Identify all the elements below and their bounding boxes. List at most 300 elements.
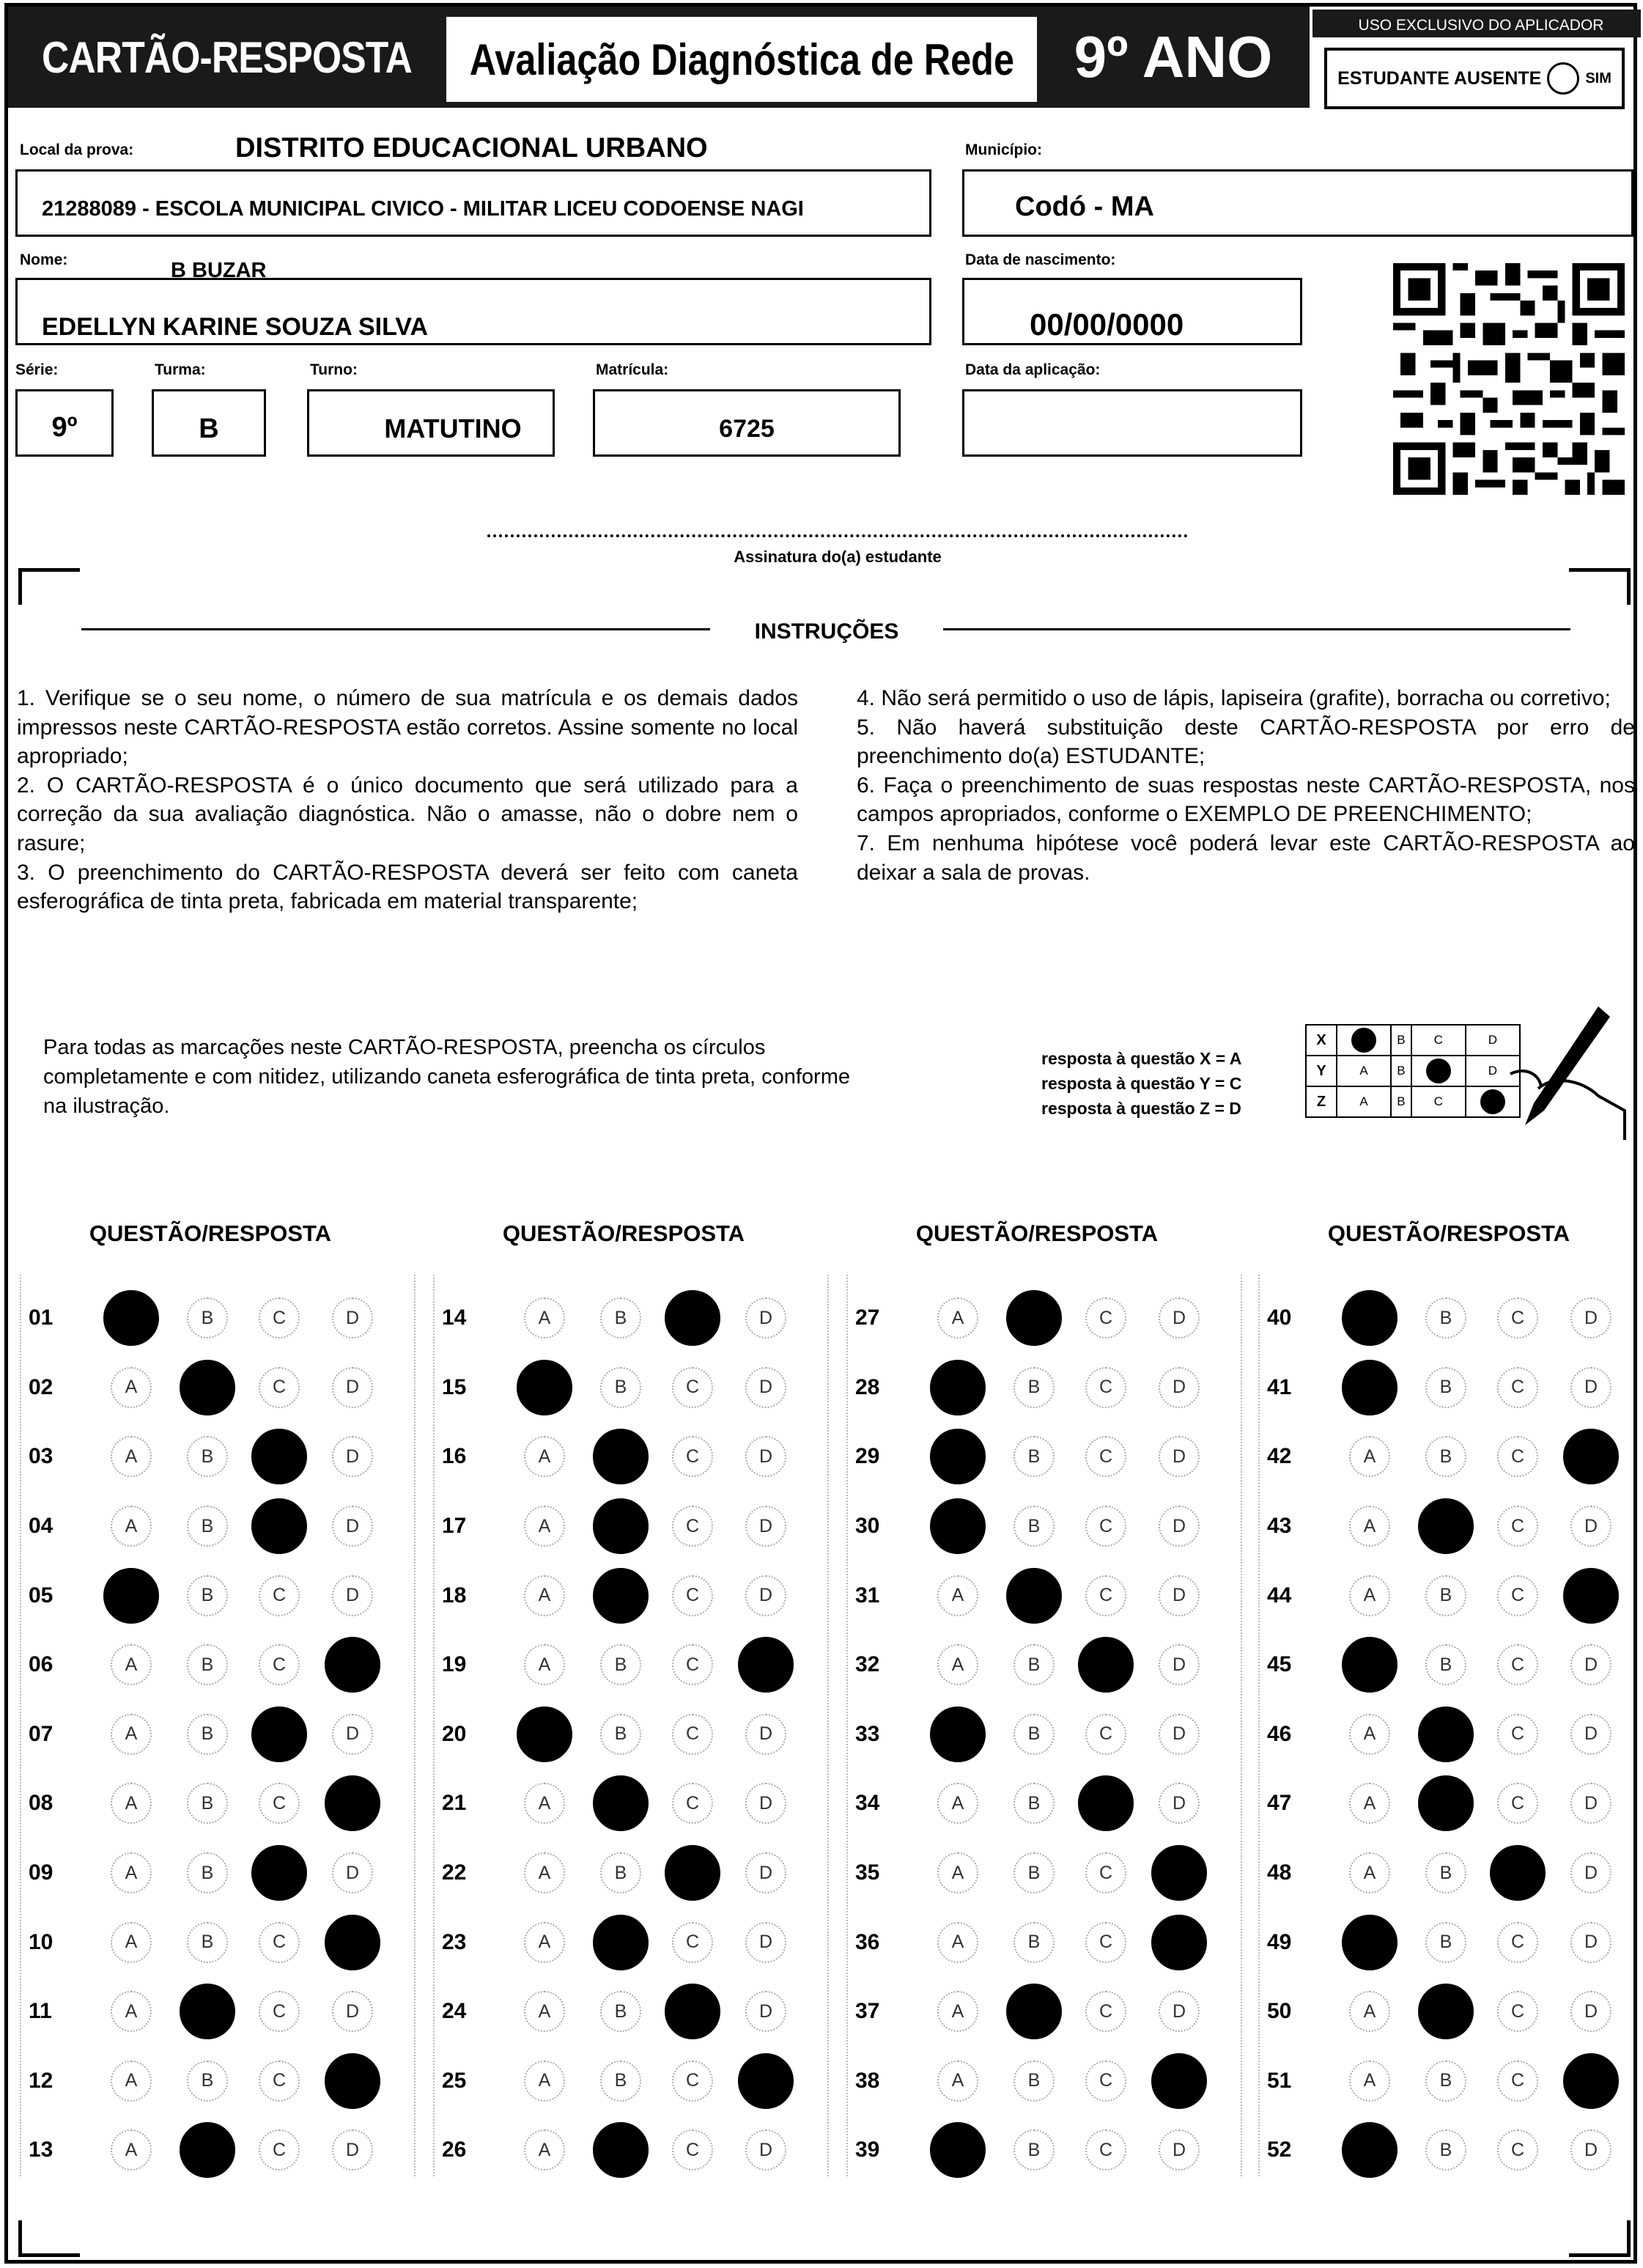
answer-bubble[interactable]: B [187, 1922, 228, 1963]
answer-bubble[interactable]: B [187, 1644, 228, 1685]
answer-bubble[interactable]: B [1425, 1644, 1466, 1685]
answer-bubble[interactable]: C [259, 1991, 300, 2032]
answer-bubble[interactable]: D [1159, 1506, 1200, 1547]
answer-bubble[interactable]: D [745, 2129, 786, 2171]
answer-column [433, 1275, 829, 2176]
filled-answer-bubble[interactable] [1078, 1775, 1134, 1831]
example-option-label: B [1391, 1086, 1411, 1117]
filled-answer-bubble[interactable] [1563, 1429, 1619, 1484]
answer-bubble[interactable]: D [745, 1297, 786, 1339]
instruction-item: 2. O CARTÃO-RESPOSTA é o único documento que será utilizado para a correção da sua avaliação diagnóstica. Não o amasse, não o dobre nem o rasure; [17, 773, 798, 855]
applicator-only-label: USO EXCLUSIVO DO APLICADOR [1358, 17, 1604, 34]
answer-bubble[interactable]: D [1570, 1714, 1611, 1755]
question-number: 02 [29, 1374, 53, 1399]
question-number: 19 [442, 1652, 467, 1677]
question-row [435, 1907, 830, 1977]
answer-bubble[interactable]: A [524, 1644, 565, 1685]
example-option-label: C [1411, 1025, 1466, 1056]
answer-bubble[interactable]: D [332, 1852, 373, 1893]
nascimento-value: 00/00/0000 [1030, 307, 1184, 342]
question-number: 21 [442, 1791, 467, 1816]
example-question-label: X [1306, 1025, 1337, 1056]
question-number: 13 [29, 2138, 53, 2162]
answer-bubble[interactable]: C [1497, 1714, 1538, 1755]
question-row [848, 2116, 1244, 2185]
question-row [21, 1907, 417, 1977]
question-number: 20 [442, 1721, 467, 1746]
answer-bubble[interactable]: C [259, 1575, 300, 1616]
question-row [435, 1977, 830, 2047]
question-row [848, 1838, 1244, 1908]
answer-bubble[interactable]: B [1014, 1783, 1055, 1824]
question-row [1260, 1700, 1643, 1770]
filled-answer-bubble[interactable] [930, 1360, 986, 1415]
filled-answer-bubble[interactable] [1151, 1915, 1207, 1970]
answer-bubble[interactable]: D [745, 1436, 786, 1477]
filled-answer-bubble[interactable] [593, 1775, 649, 1831]
filled-answer-bubble[interactable] [1342, 1360, 1398, 1415]
turma-label: Turma: [155, 361, 206, 378]
question-number: 12 [29, 2068, 53, 2093]
filled-answer-bubble[interactable] [180, 1984, 235, 2039]
question-number: 30 [855, 1514, 880, 1539]
filled-answer-bubble[interactable] [251, 1498, 307, 1554]
instructions-left [17, 684, 798, 916]
answer-bubble[interactable]: D [1159, 1991, 1200, 2032]
filled-answer-bubble[interactable] [251, 1429, 307, 1484]
question-number: 28 [855, 1374, 880, 1399]
filled-answer-bubble[interactable] [1006, 1568, 1062, 1624]
answer-bubble[interactable]: A [1349, 1991, 1390, 2032]
answer-bubble[interactable]: C [672, 1367, 713, 1408]
answer-bubble[interactable]: C [1085, 1714, 1126, 1755]
answer-bubble[interactable]: B [187, 1436, 228, 1477]
filled-answer-bubble[interactable] [1563, 1568, 1619, 1624]
instruction-item: 5. Não haverá substituição deste CARTÃO-RESPOSTA por erro de preenchimento do(a) ESTUDANTE; [857, 715, 1635, 769]
answer-bubble[interactable]: C [1497, 1575, 1538, 1616]
answer-bubble[interactable]: B [1014, 1922, 1055, 1963]
instructions-rule-left [81, 628, 710, 630]
answer-bubble[interactable]: D [745, 1367, 786, 1408]
answer-bubble[interactable]: D [1570, 2129, 1611, 2171]
answer-bubble[interactable]: D [1570, 1991, 1611, 2032]
question-row [1260, 1907, 1643, 1977]
answer-bubble[interactable]: D [1159, 1714, 1200, 1755]
school-value: 21288089 - ESCOLA MUNICIPAL CIVICO - MILITAR LICEU CODOENSE NAGI [42, 197, 804, 221]
filled-answer-bubble[interactable] [1342, 2122, 1398, 2178]
filled-answer-bubble[interactable] [325, 1915, 380, 1970]
answer-bubble[interactable]: C [1497, 1367, 1538, 1408]
filled-answer-bubble[interactable] [665, 1290, 720, 1346]
answer-bubble[interactable]: B [187, 1852, 228, 1893]
filled-answer-bubble[interactable] [593, 1429, 649, 1484]
question-number: 51 [1267, 2068, 1292, 2093]
answer-bubble[interactable]: A [937, 2061, 978, 2102]
answer-bubble[interactable]: B [1425, 1922, 1466, 1963]
filled-answer-bubble[interactable] [325, 1775, 380, 1831]
answer-bubble[interactable]: B [1014, 1644, 1055, 1685]
filled-answer-bubble[interactable] [1418, 1498, 1474, 1554]
filled-answer-bubble[interactable] [1418, 1775, 1474, 1831]
answer-bubble[interactable]: D [1159, 1436, 1200, 1477]
answer-bubble[interactable]: C [672, 1644, 713, 1685]
filled-answer-bubble[interactable] [1418, 1706, 1474, 1762]
serie-value: 9º [15, 389, 114, 457]
filled-answer-bubble[interactable] [180, 2122, 235, 2178]
answer-bubble[interactable]: C [672, 2129, 713, 2171]
filled-answer-bubble[interactable] [1078, 1637, 1134, 1693]
filled-answer-bubble[interactable] [930, 2122, 986, 2178]
answer-bubble[interactable]: B [187, 1506, 228, 1547]
answer-bubble[interactable]: D [745, 1575, 786, 1616]
answer-bubble[interactable]: C [1085, 1436, 1126, 1477]
question-row [1260, 1838, 1643, 1908]
answer-bubble[interactable]: D [745, 1714, 786, 1755]
answer-bubble[interactable]: A [1349, 1575, 1390, 1616]
filled-answer-bubble[interactable] [1342, 1637, 1398, 1693]
answer-bubble[interactable]: C [1085, 1297, 1126, 1339]
question-row [1260, 1284, 1643, 1353]
question-row [1260, 1977, 1643, 2047]
answer-bubble[interactable]: A [111, 1783, 152, 1824]
question-number: 18 [442, 1583, 467, 1608]
answer-bubble[interactable]: C [1497, 1506, 1538, 1547]
question-row [848, 2047, 1244, 2116]
answer-bubble[interactable]: B [600, 1714, 641, 1755]
filled-answer-bubble[interactable] [1006, 1984, 1062, 2039]
pen-hand-icon [1481, 1001, 1628, 1147]
filled-answer-bubble[interactable] [593, 2122, 649, 2178]
answer-bubble[interactable]: C [1085, 1575, 1126, 1616]
filled-answer-bubble[interactable] [930, 1706, 986, 1762]
answer-bubble[interactable]: D [745, 1991, 786, 2032]
answer-bubble[interactable]: D [332, 1506, 373, 1547]
filled-answer-bubble[interactable] [1151, 2053, 1207, 2109]
filled-answer-bubble[interactable] [517, 1360, 572, 1415]
turno-label: Turno: [310, 361, 358, 378]
answer-bubble[interactable]: B [1014, 1367, 1055, 1408]
question-number: 08 [29, 1791, 53, 1816]
answer-bubble[interactable]: D [332, 1297, 373, 1339]
filled-answer-bubble[interactable] [251, 1706, 307, 1762]
answer-bubble[interactable]: B [1014, 1852, 1055, 1893]
answer-bubble[interactable]: C [1497, 1922, 1538, 1963]
municipio-label: Município: [965, 141, 1042, 158]
answer-bubble[interactable]: C [259, 1367, 300, 1408]
answer-bubble[interactable]: B [1425, 1852, 1466, 1893]
answer-bubble[interactable]: A [1349, 1852, 1390, 1893]
example-option-label: A [1337, 1056, 1391, 1086]
question-number: 10 [29, 1929, 53, 1954]
instructions-rule-right [943, 628, 1570, 630]
answer-bubble[interactable]: B [1014, 2061, 1055, 2102]
answer-bubble[interactable]: B [600, 1367, 641, 1408]
answer-bubble[interactable]: C [1497, 2129, 1538, 2171]
answer-bubble[interactable]: D [745, 1852, 786, 1893]
filled-answer-bubble[interactable] [665, 1845, 720, 1901]
answer-bubble[interactable]: D [332, 1991, 373, 2032]
answer-bubble[interactable]: A [524, 1506, 565, 1547]
answer-bubble[interactable]: C [672, 1922, 713, 1963]
column-title: QUESTÃO/RESPOSTA [89, 1220, 332, 1246]
answer-bubble[interactable]: D [332, 1575, 373, 1616]
filled-answer-bubble[interactable] [517, 1706, 572, 1762]
answer-bubble[interactable]: A [524, 1922, 565, 1963]
answer-bubble[interactable]: A [1349, 1714, 1390, 1755]
question-number: 50 [1267, 1999, 1292, 2024]
answer-bubble[interactable]: D [1570, 1297, 1611, 1339]
answer-bubble[interactable]: C [1085, 1367, 1126, 1408]
filled-answer-bubble[interactable] [325, 1637, 380, 1693]
question-row [1260, 1630, 1643, 1700]
question-number: 48 [1267, 1860, 1292, 1885]
answer-bubble[interactable]: C [1085, 2129, 1126, 2171]
question-row [21, 1977, 417, 2047]
answer-bubble[interactable]: C [1497, 2061, 1538, 2102]
question-number: 05 [29, 1583, 53, 1608]
question-row [21, 1422, 417, 1492]
question-number: 38 [855, 2068, 880, 2093]
answer-bubble[interactable]: D [1159, 1644, 1200, 1685]
question-row [848, 1700, 1244, 1770]
filled-answer-bubble[interactable] [930, 1498, 986, 1554]
answer-bubble[interactable]: A [524, 1297, 565, 1339]
answer-bubble[interactable]: A [111, 1991, 152, 2032]
question-row [21, 1492, 417, 1561]
filled-answer-bubble[interactable] [738, 1637, 794, 1693]
question-row [848, 1422, 1244, 1492]
frame-corner-left [18, 568, 80, 605]
answer-bubble[interactable]: B [1425, 2129, 1466, 2171]
answer-bubble[interactable]: C [672, 1506, 713, 1547]
answer-bubble[interactable]: D [332, 1436, 373, 1477]
filled-answer-bubble[interactable] [593, 1498, 649, 1554]
answer-bubble[interactable]: C [672, 2061, 713, 2102]
answer-bubble[interactable]: A [937, 1852, 978, 1893]
answer-bubble[interactable]: A [1349, 2061, 1390, 2102]
frame-corner-bottom-left [18, 2220, 80, 2257]
answer-bubble[interactable]: D [1570, 1506, 1611, 1547]
nascimento-label: Data de nascimento: [965, 251, 1116, 268]
answer-bubble[interactable]: A [524, 1783, 565, 1824]
answer-bubble[interactable]: A [111, 1367, 152, 1408]
answer-bubble[interactable]: A [524, 1991, 565, 2032]
example-question-label: Z [1306, 1086, 1337, 1117]
filled-answer-bubble[interactable] [1490, 1845, 1546, 1901]
answer-bubble[interactable]: D [1570, 1367, 1611, 1408]
answer-bubble[interactable]: B [187, 1575, 228, 1616]
filled-answer-bubble[interactable] [103, 1568, 159, 1624]
filled-answer-bubble[interactable] [1151, 1845, 1207, 1901]
answer-bubble[interactable]: B [1425, 1436, 1466, 1477]
filled-answer-bubble[interactable] [1006, 1290, 1062, 1346]
answer-bubble[interactable]: C [259, 1297, 300, 1339]
filled-answer-bubble[interactable] [103, 1290, 159, 1346]
question-row [435, 1700, 830, 1770]
answer-bubble[interactable]: B [1425, 1297, 1466, 1339]
filled-answer-bubble[interactable] [1342, 1290, 1398, 1346]
answer-bubble[interactable]: C [1497, 1991, 1538, 2032]
answer-bubble[interactable]: A [111, 1714, 152, 1755]
answer-bubble[interactable]: C [672, 1575, 713, 1616]
example-option-label: A [1337, 1086, 1391, 1117]
answer-bubble[interactable]: C [1085, 1991, 1126, 2032]
answer-bubble[interactable]: A [1349, 1436, 1390, 1477]
answer-bubble[interactable]: B [187, 1783, 228, 1824]
absent-bubble[interactable] [1547, 62, 1579, 95]
instructions-right [857, 684, 1635, 887]
answer-bubble[interactable]: D [745, 1922, 786, 1963]
answer-bubble[interactable]: A [111, 1436, 152, 1477]
answer-bubble[interactable]: C [259, 1783, 300, 1824]
answer-bubble[interactable]: B [1425, 2061, 1466, 2102]
answer-bubble[interactable]: A [111, 1922, 152, 1963]
answer-bubble[interactable]: C [259, 2129, 300, 2171]
question-row [848, 1769, 1244, 1838]
answer-bubble[interactable]: D [745, 1506, 786, 1547]
question-number: 36 [855, 1929, 880, 1954]
answer-bubble[interactable]: D [332, 2129, 373, 2171]
answer-bubble[interactable]: A [937, 1644, 978, 1685]
answer-bubble[interactable]: B [1014, 1436, 1055, 1477]
answer-bubble[interactable]: D [1570, 1852, 1611, 1893]
signature-line[interactable] [487, 534, 1188, 537]
answer-bubble[interactable]: A [524, 1575, 565, 1616]
answer-bubble[interactable]: C [1085, 1506, 1126, 1547]
answer-bubble[interactable]: C [259, 1644, 300, 1685]
question-row [848, 1284, 1244, 1353]
question-number: 07 [29, 1721, 53, 1746]
question-number: 26 [442, 2138, 467, 2162]
signature-label: Assinatura do(a) estudante [734, 548, 942, 566]
answer-bubble[interactable]: B [187, 1714, 228, 1755]
answer-bubble[interactable]: B [1425, 1575, 1466, 1616]
answer-bubble[interactable]: B [600, 1297, 641, 1339]
example-x: resposta à questão X = A [1041, 1049, 1242, 1068]
filled-answer-bubble[interactable] [930, 1429, 986, 1484]
question-row [1260, 2116, 1643, 2185]
answer-bubble[interactable]: D [332, 1367, 373, 1408]
sheet-title: CARTÃO-RESPOSTA [42, 32, 413, 82]
answer-bubble[interactable]: A [937, 1991, 978, 2032]
answer-bubble[interactable]: A [1349, 1783, 1390, 1824]
absent-yes-label: SIM [1585, 70, 1611, 86]
answer-bubble[interactable]: C [1497, 1644, 1538, 1685]
question-row [435, 1353, 830, 1423]
answer-bubble[interactable]: C [1497, 1783, 1538, 1824]
answer-bubble[interactable]: C [672, 1714, 713, 1755]
filled-answer-bubble[interactable] [738, 2053, 794, 2109]
question-number: 40 [1267, 1306, 1292, 1330]
answer-bubble[interactable]: C [672, 1436, 713, 1477]
answer-bubble[interactable]: D [1159, 1367, 1200, 1408]
question-number: 47 [1267, 1791, 1292, 1816]
filled-answer-bubble[interactable] [665, 1984, 720, 2039]
example-option-label: C [1411, 1086, 1466, 1117]
filled-answer-bubble[interactable] [1342, 1915, 1398, 1970]
answer-bubble[interactable]: D [332, 1714, 373, 1755]
answer-bubble[interactable]: C [672, 1783, 713, 1824]
question-number: 41 [1267, 1374, 1292, 1399]
answer-bubble[interactable]: D [1159, 1783, 1200, 1824]
answer-bubble[interactable]: C [1085, 1922, 1126, 1963]
answer-bubble[interactable]: A [524, 1436, 565, 1477]
question-row [435, 1838, 830, 1908]
answer-bubble[interactable]: D [1570, 1922, 1611, 1963]
answer-bubble[interactable]: D [1570, 1783, 1611, 1824]
question-number: 44 [1267, 1583, 1292, 1608]
answer-bubble[interactable]: B [600, 1852, 641, 1893]
answer-bubble[interactable]: A [937, 1922, 978, 1963]
answer-bubble[interactable]: D [1159, 1297, 1200, 1339]
turno-value: MATUTINO [307, 389, 555, 457]
answer-bubble[interactable]: C [1497, 1297, 1538, 1339]
filled-answer-bubble[interactable] [593, 1568, 649, 1624]
grade-label: 9º ANO [1074, 24, 1273, 89]
filled-answer-bubble[interactable] [1563, 2053, 1619, 2109]
answer-bubble[interactable]: D [1159, 1575, 1200, 1616]
answer-bubble[interactable]: A [1349, 1506, 1390, 1547]
filled-answer-bubble[interactable] [1418, 1984, 1474, 2039]
answer-bubble[interactable]: C [1497, 1436, 1538, 1477]
question-row [1260, 1353, 1643, 1423]
question-number: 25 [442, 2068, 467, 2093]
answer-bubble[interactable]: C [1085, 1852, 1126, 1893]
question-number: 03 [29, 1444, 53, 1469]
filled-answer-bubble[interactable] [251, 1845, 307, 1901]
answer-bubble[interactable]: B [187, 1297, 228, 1339]
answer-bubble[interactable]: D [745, 1783, 786, 1824]
answer-bubble[interactable]: A [937, 1783, 978, 1824]
filled-answer-bubble[interactable] [180, 1360, 235, 1415]
example-option-label: D [1466, 1056, 1520, 1086]
frame-corner-right [1569, 568, 1631, 605]
answer-bubble[interactable]: A [111, 1852, 152, 1893]
example-filled-bubble [1411, 1056, 1466, 1086]
filled-answer-bubble[interactable] [593, 1915, 649, 1970]
answer-bubble[interactable]: C [259, 1922, 300, 1963]
instruction-item: 4. Não será permitido o uso de lápis, lapiseira (grafite), borracha ou corretivo; [857, 686, 1611, 710]
answer-bubble[interactable]: C [1085, 2061, 1126, 2102]
answer-column [1258, 1275, 1643, 2176]
serie-label: Série: [15, 361, 59, 378]
answer-bubble[interactable]: A [111, 1644, 152, 1685]
question-number: 17 [442, 1514, 467, 1539]
answer-bubble[interactable]: D [1159, 2129, 1200, 2171]
answer-bubble[interactable]: A [111, 2129, 152, 2171]
answer-bubble[interactable]: D [1570, 1644, 1611, 1685]
answer-bubble[interactable]: B [1425, 1367, 1466, 1408]
answer-bubble[interactable]: A [111, 2061, 152, 2102]
answer-bubble[interactable]: B [1014, 1714, 1055, 1755]
answer-bubble[interactable]: C [259, 2061, 300, 2102]
answer-bubble[interactable]: A [524, 2129, 565, 2171]
filled-answer-bubble[interactable] [325, 2053, 380, 2109]
answer-bubble[interactable]: B [600, 1991, 641, 2032]
answer-bubble[interactable]: A [937, 1575, 978, 1616]
answer-bubble[interactable]: A [524, 2061, 565, 2102]
answer-bubble[interactable]: B [1014, 2129, 1055, 2171]
answer-bubble[interactable]: B [600, 2061, 641, 2102]
question-row [21, 1353, 417, 1423]
instruction-item: 7. Em nenhuma hipótese você poderá levar este CARTÃO-RESPOSTA ao deixar a sala de provas. [857, 831, 1635, 885]
answer-bubble[interactable]: A [111, 1506, 152, 1547]
answer-bubble[interactable]: B [187, 2061, 228, 2102]
answer-bubble[interactable]: B [1014, 1506, 1055, 1547]
answer-bubble[interactable]: A [937, 1297, 978, 1339]
answer-bubble[interactable]: B [600, 1644, 641, 1685]
answer-bubble[interactable]: A [524, 1852, 565, 1893]
